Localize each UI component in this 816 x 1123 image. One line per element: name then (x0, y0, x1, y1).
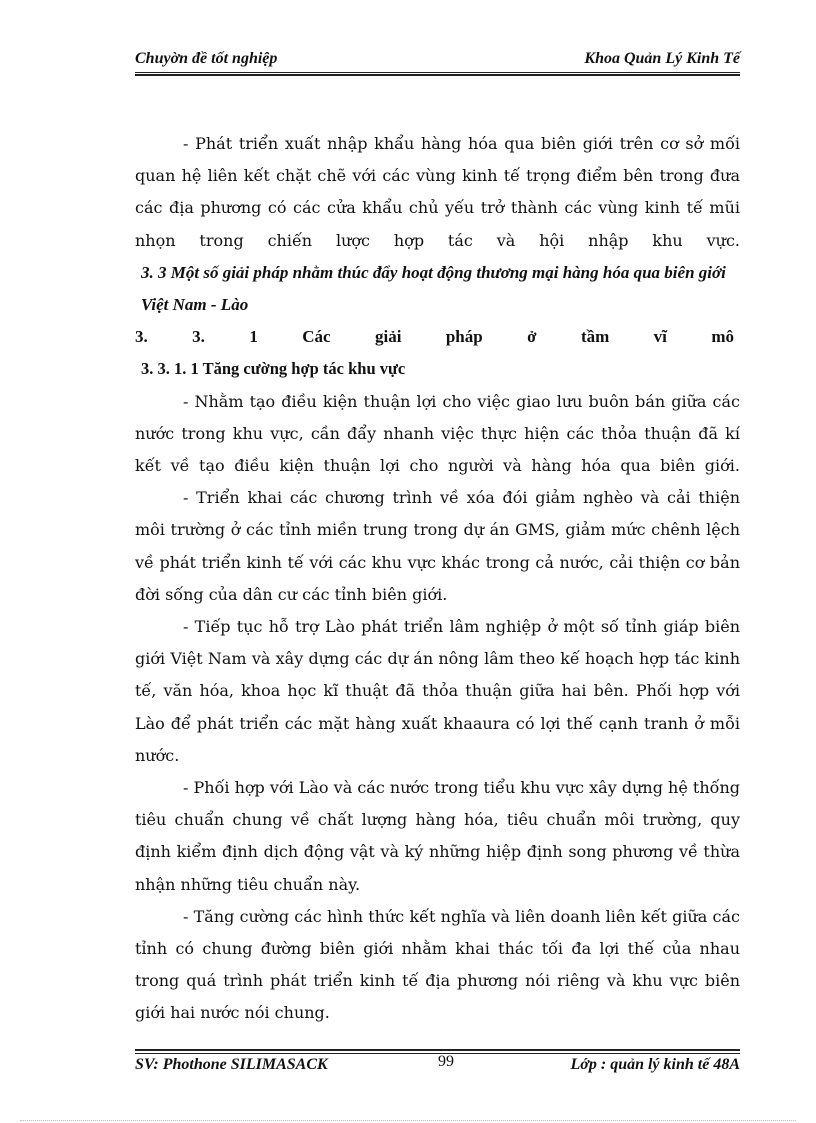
header-rule (135, 72, 740, 73)
section-heading: 3. 3 Một số giải pháp nhằm thúc đẩy hoạt động thương mại hàng hóa qua biên giới Việt Nam - Lào (141, 262, 726, 315)
page-edge-dotted-line (20, 1120, 796, 1121)
document-body (135, 128, 740, 1030)
paragraph-4: - Tiếp tục hỗ trợ Lào phát triển lâm nghiệp ở một số tỉnh giáp biên giới Việt Nam và xây dựng các dự án nông lâm theo kế hoạch hợp tác kinh tế, văn hóa, khoa học kĩ thuật đã thỏa thuận giữa hai bên. Phối hợp với Lào để phát triển các mặt hàng xuất khaaura có lợi thế cạnh tranh ở mỗi nước. (135, 617, 740, 765)
paragraph-6: - Tăng cường các hình thức kết nghĩa và liên doanh liên kết giữa các tỉnh có chung đường biên giới nhằm khai thác tối đa lợi thế của nhau trong quá trình phát triển kinh tế địa phương nói riêng và khu vực biên giới hai nước nói chung. (135, 906, 740, 1023)
page-number: 99 (438, 1053, 454, 1070)
footer-student-name: SV: Phothone SILIMASACK (135, 1056, 328, 1073)
sub-subsection-heading: 3. 3. 1. 1 Tăng cường hợp tác khu vực (141, 359, 406, 379)
header-rule-thick (135, 74, 740, 76)
header-left-title: Chuyờn đề tốt nghiệp (135, 50, 278, 67)
footer-class-name: Lớp : quản lý kinh tế 48A (570, 1056, 740, 1073)
footer-rule-thick (135, 1049, 740, 1051)
paragraph-3: - Triển khai các chương trình về xóa đói giảm nghèo và cải thiện môi trường ở các tỉnh miền trung trong dự án GMS, giảm mức chênh lệch về phát triển kinh tế với các khu vực khác trong cả nước, cải thiện cơ bản đời sống của dân cư các tỉnh biên giới. (135, 488, 740, 604)
paragraph-2: - Nhằm tạo điều kiện thuận lợi cho việc giao lưu buôn bán giữa các nước trong khu vực, cần đẩy nhanh việc thực hiện các thỏa thuận đã kí kết về tạo điều kiện thuận lợi cho người và hàng hóa qua biên giới. (135, 391, 740, 476)
paragraph-1: - Phát triển xuất nhập khẩu hàng hóa qua biên giới trên cơ sở mối quan hệ liên kết chặt chẽ với các vùng kinh tế trọng điểm bên trong đưa các địa phương có các cửa khẩu chủ yếu trở thành các vùng kinh tế mũi nhọn trong chiến lược hợp tác và hội nhập khu vực. (135, 134, 740, 250)
subsection-heading: 3. 3. 1 Các giải pháp ở tầm vĩ mô (135, 327, 734, 347)
page-header (135, 46, 740, 72)
header-right-title: Khoa Quản Lý Kinh Tế (584, 50, 740, 67)
paragraph-5: - Phối hợp với Lào và các nước trong tiểu khu vực xây dựng hệ thống tiêu chuẩn chung về chất lượng hàng hóa, tiêu chuẩn môi trường, quy định kiểm định dịch động vật và ký những hiệp định song phương về thừa nhận những tiêu chuẩn này. (135, 778, 740, 894)
page-footer (135, 1053, 740, 1079)
